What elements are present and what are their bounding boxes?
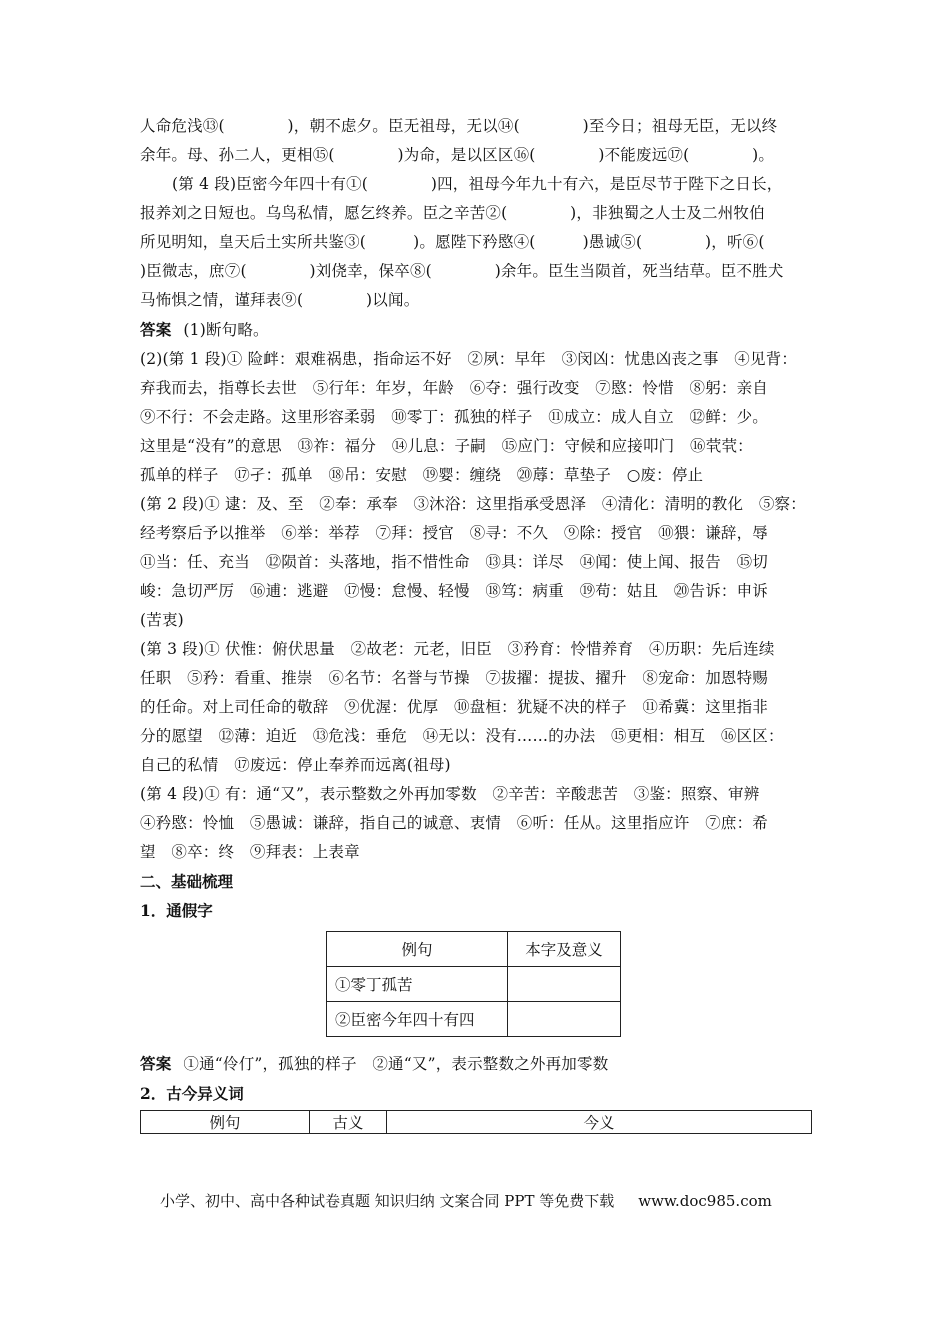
note-line: 孤单的样子 ⑰孑：孤单 ⑱吊：安慰 ⑲婴：缠绕 ⑳蓐：草垫子 ○废：停止 <box>140 466 704 484</box>
answer-heading <box>140 315 812 345</box>
answer-text: ①通“伶仃”，孤独的样子 ②通“又”，表示整数之外再加零数 <box>183 1055 609 1073</box>
passage-line: 余年。母、孙二人，更相⑮( )为命，是以区区⑯( )不能废远⑰( )。 <box>140 146 775 164</box>
passage-line: (第 4 段)臣密今年四十有①( )四，祖母今年九十有六，是臣尽节于陛下之日长， <box>172 175 783 193</box>
answer-notes <box>140 345 812 867</box>
answer-tongjia <box>140 1049 812 1079</box>
note-line: 的任命。对上司任命的敬辞 ⑨优渥：优厚 ⑩盘桓：犹疑不决的样子 ⑪希冀：这里指非 <box>140 698 769 716</box>
subsection-title: 2．古今异义词 <box>140 1084 244 1103</box>
passage-line: 报养刘之日短也。乌鸟私情，愿乞终养。臣之辛苦②( )，非独蜀之人士及二州牧伯 <box>140 204 765 222</box>
table-header-cell: 例句 <box>327 932 508 967</box>
note-line: 峻：急切严厉 ⑯逋：逃避 ⑰慢：怠慢、轻慢 ⑱笃：病重 ⑲苟：姑且 ⑳告诉：申诉 <box>140 582 769 600</box>
passage-line: 马怖惧之情，谨拜表⑨( )以闻。 <box>140 291 420 309</box>
footer-text: 小学、初中、高中各种试卷真题 知识归纳 文案合同 PPT 等免费下载 <box>160 1192 615 1210</box>
footer-link[interactable]: www.doc985.com <box>638 1192 772 1210</box>
note-line: 分的愿望 ⑫薄：迫近 ⑬危浅：垂危 ⑭无以：没有……的办法 ⑮更相：相互 ⑯区区： <box>140 727 784 745</box>
note-line: (2)(第 1 段)① 险衅：艰难祸患，指命运不好 ②夙：早年 ③闵凶：忧患凶丧之事 ④见背： <box>140 350 798 368</box>
table-header-row <box>327 932 621 967</box>
note-line: 这里是“没有”的意思 ⑬祚：福分 ⑭儿息：子嗣 ⑮应门：守候和应接叩门 ⑯茕茕： <box>140 437 753 455</box>
answer-first: (1)断句略。 <box>183 321 269 339</box>
answer-label: 答案 <box>140 320 172 339</box>
note-line: (第 3 段)① 伏惟：俯伏思量 ②故老：元老，旧臣 ③矜育：怜惜养育 ④历职：先后连续 <box>140 640 775 658</box>
subsection-title: 1．通假字 <box>140 901 213 920</box>
answer-label: 答案 <box>140 1054 172 1073</box>
note-line: (第 2 段)① 逮：及、至 ②奉：承奉 ③沐浴：这里指承受恩泽 ④清化：清明的教化 ⑤察： <box>140 495 806 513</box>
table-header-cell: 例句 <box>141 1111 310 1134</box>
table-header-cell: 今义 <box>387 1111 812 1134</box>
section-title: 二、基础梳理 <box>140 872 234 891</box>
table-header-cell: 古义 <box>310 1111 387 1134</box>
document-body <box>140 112 812 1134</box>
table-cell <box>508 967 621 1002</box>
table-header-cell: 本字及意义 <box>508 932 621 967</box>
passage-line: )臣微志，庶⑦( )刘侥幸，保卒⑧( )余年。臣生当陨首，死当结草。臣不胜犬 <box>140 262 784 280</box>
passage-line: 所见明知，皇天后土实所共鉴③( )。愿陛下矜愍④( )愚诚⑤( )，听⑥( <box>140 233 765 251</box>
table-header-row <box>141 1111 812 1134</box>
note-line: 弃我而去，指尊长去世 ⑤行年：年岁，年龄 ⑥夺：强行改变 ⑦愍：怜惜 ⑧躬：亲自 <box>140 379 769 397</box>
gujin-table <box>140 1110 812 1134</box>
note-line: 望 ⑧卒：终 ⑨拜表：上表章 <box>140 843 360 861</box>
table-cell <box>508 1002 621 1037</box>
note-line: (第 4 段)① 有：通“又”，表示整数之外再加零数 ②辛苦：辛酸悲苦 ③鉴：照察、审辨 <box>140 785 760 803</box>
note-line: ⑪当：任、充当 ⑫陨首：头落地，指不惜性命 ⑬具：详尽 ⑭闻：使上闻、报告 ⑮切 <box>140 553 769 571</box>
note-line: 经考察后予以推举 ⑥举：举荐 ⑦拜：授官 ⑧寻：不久 ⑨除：授官 ⑩猥：谦辞，辱 <box>140 524 769 542</box>
table-cell: ①零丁孤苦 <box>327 967 508 1002</box>
passage <box>140 112 812 315</box>
note-line: 自己的私情 ⑰废远：停止奉养而远离(祖母) <box>140 756 451 774</box>
table-row <box>327 1002 621 1037</box>
note-line: (苦衷) <box>140 611 184 629</box>
table-cell: ②臣密今年四十有四 <box>327 1002 508 1037</box>
tongjia-table <box>326 931 621 1037</box>
passage-line: 人命危浅⑬( )，朝不虑夕。臣无祖母，无以⑭( )至今日；祖母无臣，无以终 <box>140 117 778 135</box>
note-line: ⑨不行：不会走路。这里形容柔弱 ⑩零丁：孤独的样子 ⑪成立：成人自立 ⑫鲜：少。 <box>140 408 769 426</box>
page-footer <box>160 1190 772 1211</box>
note-line: ④矜愍：怜恤 ⑤愚诚：谦辞，指自己的诚意、衷情 ⑥听：任从。这里指应许 ⑦庶：希 <box>140 814 769 832</box>
table-row <box>327 967 621 1002</box>
note-line: 任职 ⑤矜：看重、推崇 ⑥名节：名誉与节操 ⑦拔擢：提拔、擢升 ⑧宠命：加恩特赐 <box>140 669 769 687</box>
